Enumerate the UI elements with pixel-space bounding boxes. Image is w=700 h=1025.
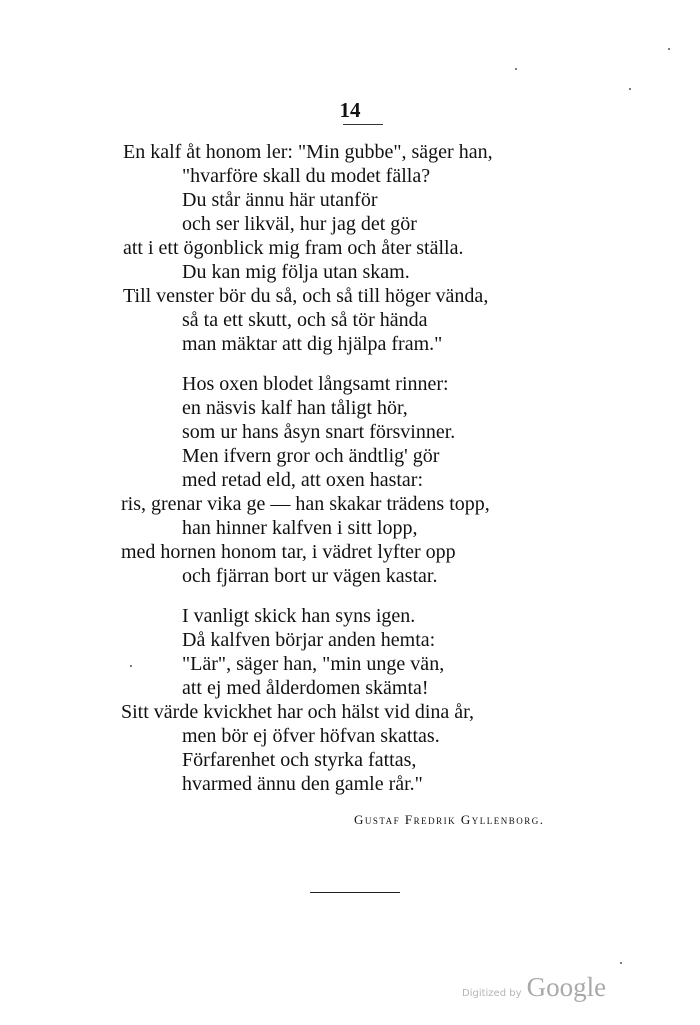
poem-line: I vanligt skick han syns igen. xyxy=(182,605,416,627)
poem-line: med hornen honom tar, i vädret lyfter opp xyxy=(121,541,456,563)
page-number: 14 xyxy=(339,98,361,122)
poem-line: "hvarföre skall du modet fälla? xyxy=(182,165,431,187)
poem-line: Förfarenhet och styrka fattas, xyxy=(182,749,417,771)
watermark-prefix: Digitized by xyxy=(462,988,522,999)
poem-line: att ej med ålderdomen skämta! xyxy=(182,677,429,699)
poem-line: Till venster bör du så, och så till höger vända, xyxy=(123,285,489,307)
poem-line: Du står ännu här utanför xyxy=(182,189,378,211)
scan-speck xyxy=(620,962,622,964)
poem-line: och fjärran bort ur vägen kastar. xyxy=(182,565,438,587)
scan-speck xyxy=(629,88,631,90)
poem-line: Hos oxen blodet långsamt rinner: xyxy=(182,373,449,395)
poem-line: Du kan mig följa utan skam. xyxy=(182,261,410,283)
poem-line: en näsvis kalf han tåligt hör, xyxy=(182,397,408,419)
digitization-watermark xyxy=(462,972,606,1003)
page-number-rule xyxy=(343,124,383,125)
poem-line: En kalf åt honom ler: "Min gubbe", säger han, xyxy=(123,141,493,163)
scan-speck xyxy=(130,665,132,667)
poem-line: men bör ej öfver höfvan skattas. xyxy=(182,725,440,747)
poem-line: hvarmed ännu den gamle rår." xyxy=(182,773,423,795)
scan-speck xyxy=(668,48,670,50)
poem-line: "Lär", säger han, "min unge vän, xyxy=(182,653,445,675)
poem-line: Då kalfven börjar anden hemta: xyxy=(182,629,436,651)
poem-line: att i ett ögonblick mig fram och åter ställa. xyxy=(123,237,464,259)
poem-line: som ur hans åsyn snart försvinner. xyxy=(182,421,456,443)
poem-line: så ta ett skutt, och så tör hända xyxy=(182,309,428,331)
poem-line: man mäktar att dig hjälpa fram." xyxy=(182,333,443,355)
poem-line: Men ifvern gror och ändtlig' gör xyxy=(182,445,440,467)
poem-line: med retad eld, att oxen hastar: xyxy=(182,469,424,491)
poem-line: han hinner kalfven i sitt lopp, xyxy=(182,517,418,539)
watermark-brand: Google xyxy=(526,972,607,1002)
scan-speck xyxy=(515,68,517,70)
author-signature: Gustaf Fredrik Gyllenborg. xyxy=(354,812,545,827)
poem-line: ris, grenar vika ge — han skakar trädens topp, xyxy=(121,493,490,515)
end-rule xyxy=(310,892,400,893)
poem-line: Sitt värde kvickhet har och hälst vid dina år, xyxy=(121,701,474,723)
poem-line: och ser likväl, hur jag det gör xyxy=(182,213,417,235)
